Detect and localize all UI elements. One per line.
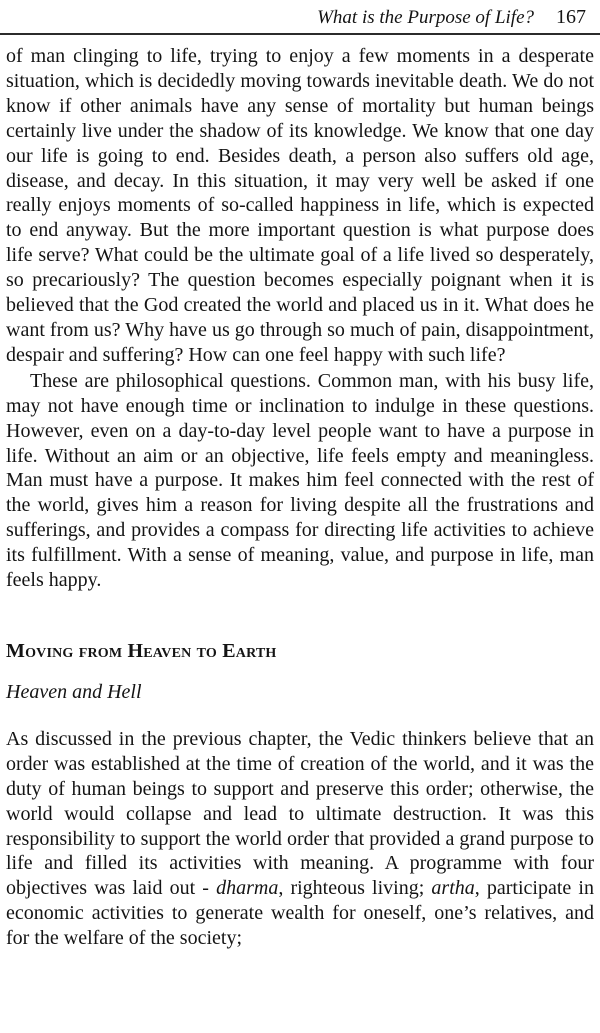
paragraph-continued: of man clinging to life, trying to enjoy a few moments in a desperate situation, which is decidedly moving towards inevitable death. We do not know if other animals have any sense of mortality but human beings certainly live under the shadow of its knowledge. We know that one day our life is going to end. Besides death, a person also suffers old age, disease, and decay. In this situation, it may very well be asked if one really enjoys moments of so-called happiness in life, which is expected to end anyway. But the more important question is what purpose does life serve? What could be the ultimate goal of a life lived so desperately, so precariously? The question becomes especially poignant when it is believed that the God created the world and placed us in it. What does he want from us? Why have us go through so much of pain, disappointment, despair and suffering? How can one feel happy with such life?	[6, 45, 594, 366]
paragraph-philosophical-questions: These are philosophical questions. Common man, with his busy life, may not have enough time or inclination to indulge in these questions. However, even on a day-to-day level people want to have a purpose in life. Without an aim or an objective, life feels empty and meaningless. Man must have a purpose. It makes him feel connected with the rest of the world, gives him a reason for living despite all the frustrations and sufferings, and provides a compass for directing life activities to achieve its fulfillment. With a sense of meaning, value, and purpose in life, man feels happy.	[6, 369, 594, 592]
term-artha: artha	[431, 877, 475, 900]
running-header	[317, 4, 586, 31]
paragraph-text: , participate in economic activities to generate wealth for oneself, one’s relatives, and for the welfare of the society;	[6, 877, 594, 950]
page-number: 167	[556, 6, 586, 28]
running-title: What is the Purpose of Life?	[317, 7, 534, 28]
term-dharma: dharma	[216, 877, 279, 900]
header-rule	[0, 33, 600, 35]
paragraph-vedic-order	[6, 727, 594, 951]
body-text	[6, 44, 594, 951]
paragraph-text: , righteous living;	[278, 877, 432, 900]
paragraph-text: As discussed in the previous chapter, the Vedic thinkers believe that an order was established at the time of creation of the world, and it was the duty of human beings to support and preserve this order; otherwise, the world would collapse and lead to ultimate destruction. It was this responsibility to support the world order that provided a grand purpose to life and filled its activities with meaning. A programme with four objectives was laid out -	[6, 727, 594, 900]
subsection-heading: Heaven and Hell	[6, 680, 142, 703]
section-heading: Moving from Heaven to Earth	[6, 639, 277, 662]
